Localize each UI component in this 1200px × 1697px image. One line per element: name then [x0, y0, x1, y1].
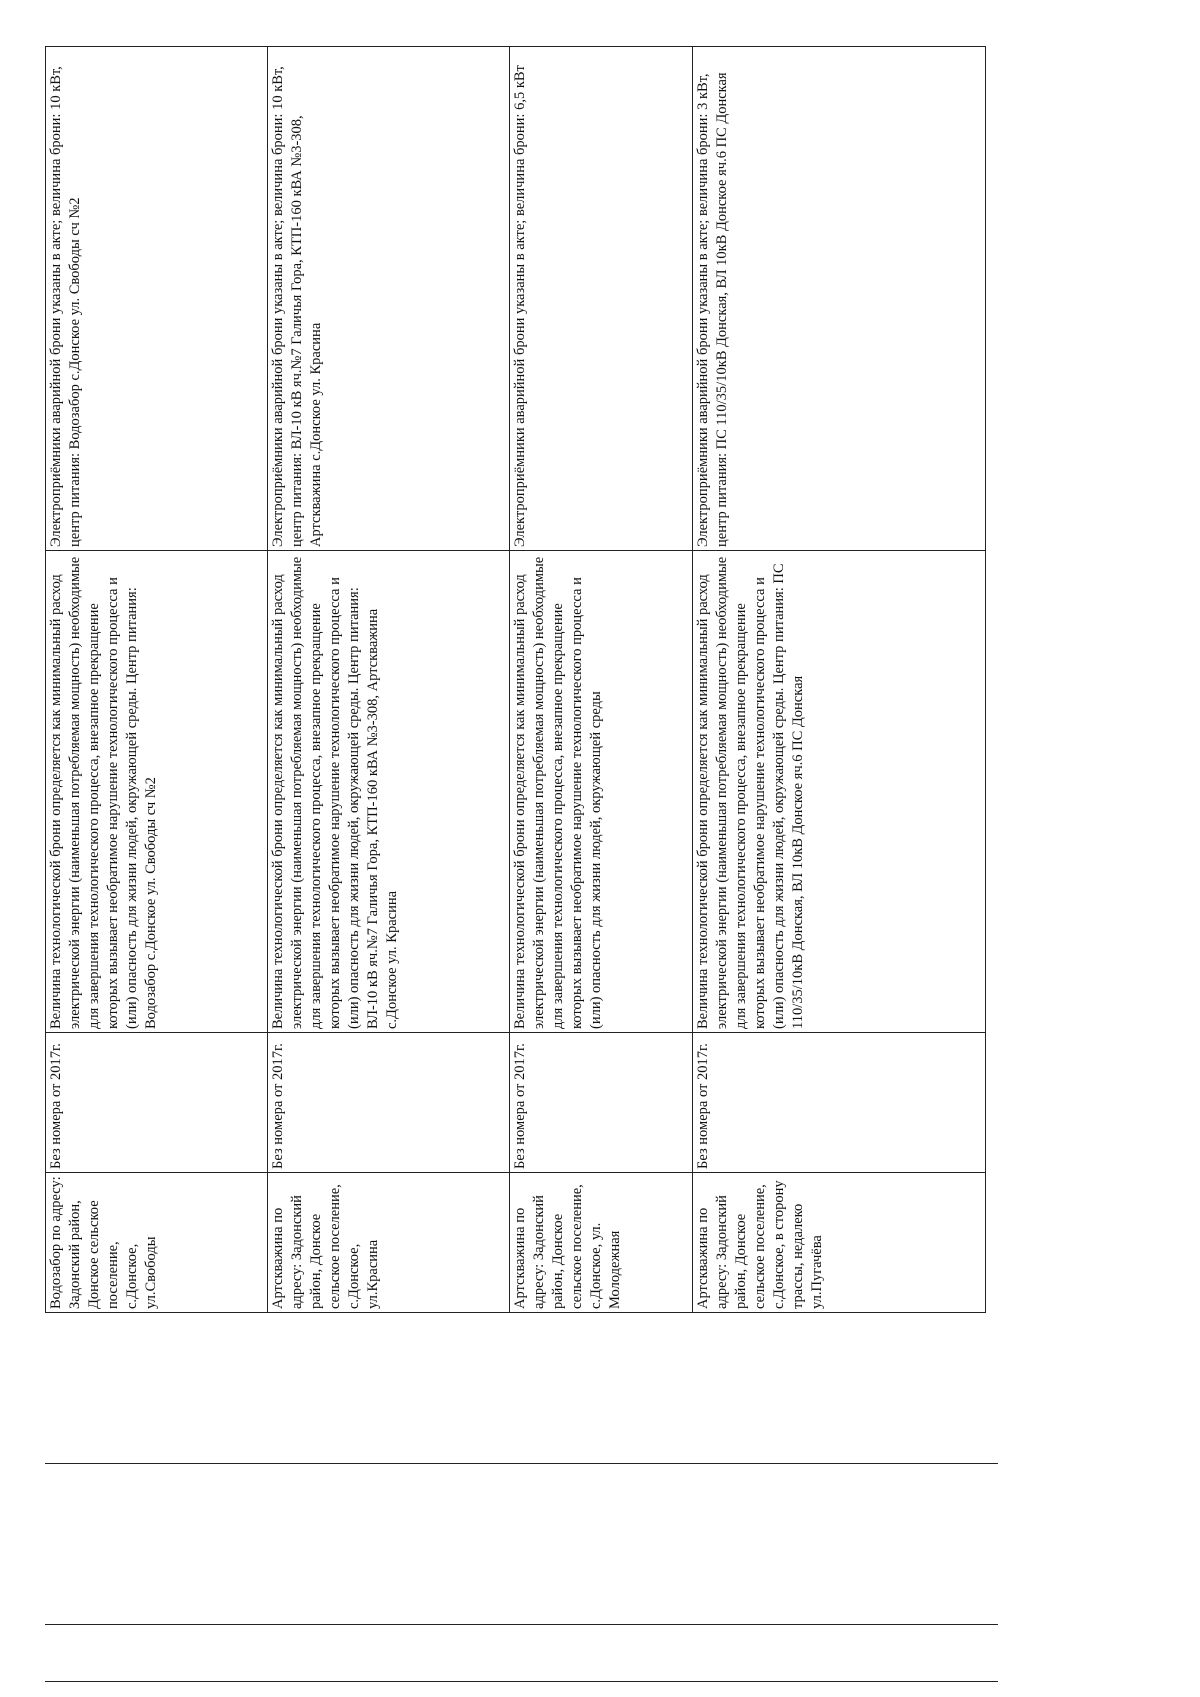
object-cell: Артскважина по адресу: Задонский район, Донское сельское поселение, с.Донское, ул. Молодежная — [510, 1173, 693, 1313]
emergency-reserve-cell: Электроприёмники аварийной брони указаны в акте; величина брони: 3 кВт, центр питания: ПС 110/35/10кВ Донская, ВЛ 10кВ Донское яч.6 ПС Донская — [693, 47, 986, 551]
table-row — [510, 47, 693, 1313]
tech-reserve-cell: Величина технологической брони определяется как минимальный расход электрической энергии (наименьшая потребляемая мощность) необходимые для завершения технологического процесса, внезапное прекращение которых вызывает необратимое нарушение технологического процесса и (или) опасность для жизни людей, окружающей среды. Центр питания: Водозабор с.Донское ул. Свободы сч №2 — [46, 551, 268, 1033]
document-cell: Без номера от 2017г. — [46, 1033, 268, 1173]
tech-reserve-cell: Величина технологической брони определяется как минимальный расход электрической энергии (наименьшая потребляемая мощность) необходимые для завершения технологического процесса, внезапное прекращение которых вызывает необратимое нарушение технологического процесса и (или) опасность для жизни людей, окружающей среды. Центр питания: ПС 110/35/10кВ Донская, ВЛ 10кВ Донское яч.6 ПС Донская — [693, 551, 986, 1033]
table-row — [693, 47, 986, 1313]
emergency-reserve-cell: Электроприёмники аварийной брони указаны в акте; величина брони: 10 кВт, центр питания: Водозабор с.Донское ул. Свободы сч №2 — [46, 47, 268, 551]
power-reserve-table — [45, 46, 986, 1313]
emergency-reserve-cell: Электроприёмники аварийной брони указаны в акте; величина брони: 10 кВт, центр питания: ВЛ-10 кВ яч.№7 Галичья Гора, КТП-160 кВА №3-308, Артскважина с.Донское ул. Красина — [268, 47, 510, 551]
tech-reserve-cell: Величина технологической брони определяется как минимальный расход электрической энергии (наименьшая потребляемая мощность) необходимые для завершения технологического процесса, внезапное прекращение которых вызывает необратимое нарушение технологического процесса и (или) опасность для жизни людей, окружающей среды — [510, 551, 693, 1033]
object-cell: Водозабор по адресу: Задонский район, Донское сельское поселение, с.Донское, ул.Свободы — [46, 1173, 268, 1313]
divider-line — [45, 1624, 998, 1625]
divider-line — [45, 1463, 998, 1464]
document-cell: Без номера от 2017г. — [510, 1033, 693, 1173]
tech-reserve-cell: Величина технологической брони определяется как минимальный расход электрической энергии (наименьшая потребляемая мощность) необходимые для завершения технологического процесса, внезапное прекращение которых вызывает необратимое нарушение технологического процесса и (или) опасность для жизни людей, окружающей среды. Центр питания: ВЛ-10 кВ яч.№7 Галичья Гора, КТП-160 кВА №3-308, Артскважина с.Донское ул. Красина — [268, 551, 510, 1033]
emergency-reserve-cell: Электроприёмники аварийной брони указаны в акте; величина брони: 6,5 кВт — [510, 47, 693, 551]
object-cell: Артскважина по адресу: Задонский район, Донское сельское поселение, с.Донское, в сторону трассы, недалеко ул.Пугачёва — [693, 1173, 986, 1313]
document-cell: Без номера от 2017г. — [693, 1033, 986, 1173]
table-row — [268, 47, 510, 1313]
table-row — [46, 47, 268, 1313]
object-cell: Артскважина по адресу: Задонский район, Донское сельское поселение, с.Донское, ул.Красина — [268, 1173, 510, 1313]
divider-line — [45, 1681, 998, 1682]
document-cell: Без номера от 2017г. — [268, 1033, 510, 1173]
rotated-table-container — [45, 47, 985, 1313]
